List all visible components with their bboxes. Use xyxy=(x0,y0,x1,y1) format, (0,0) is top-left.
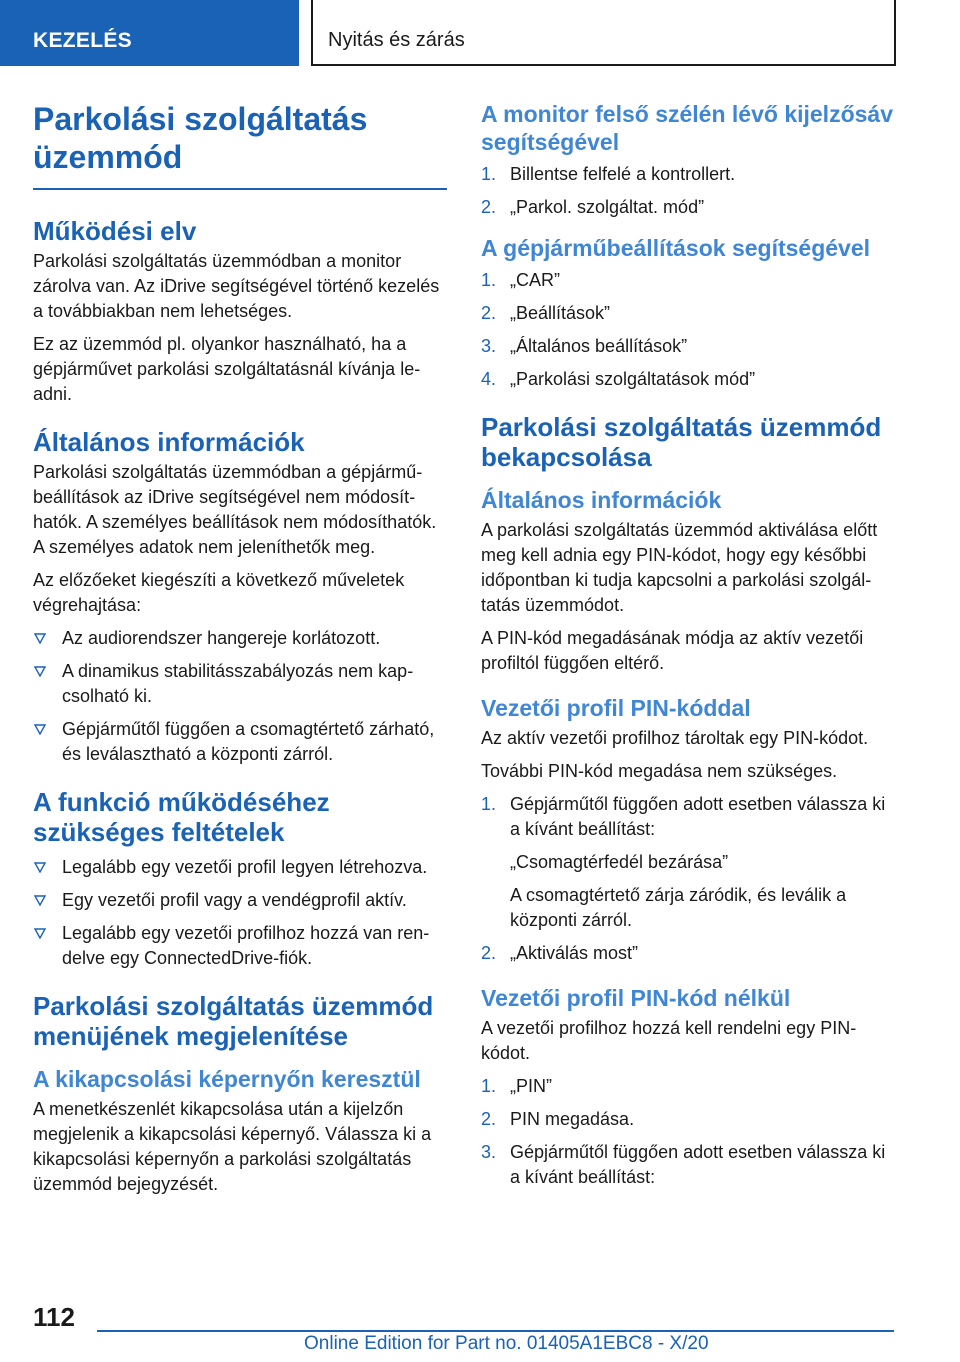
list-item xyxy=(33,855,447,880)
triangle-bullet-icon xyxy=(34,666,46,677)
title-divider xyxy=(33,188,447,190)
subheading-altalanos-informaciok: Általános információk xyxy=(481,487,722,513)
step-text: „Általános beállítások” xyxy=(510,336,688,356)
step-note: A csomagtértető zárja záródik, és leválik a központi zárról. xyxy=(510,885,847,930)
paragraph: Az előzőeket kiegészíti a következő műveletek végrehajtása: xyxy=(33,570,405,615)
step-number: 2. xyxy=(481,1109,497,1129)
step-number: 3. xyxy=(481,1142,497,1162)
step-text: Gépjárműtől függően adott esetben válassza ki a kívánt beállítást: xyxy=(510,1142,886,1187)
subheading-pin-kod-nelkul: Vezetői profil PIN-kód nélkül xyxy=(481,985,791,1011)
step-number: 4. xyxy=(481,369,497,389)
step-text: „Parkol. szolgáltat. mód” xyxy=(510,197,705,217)
footer-divider xyxy=(97,1330,894,1332)
step-item xyxy=(481,941,895,966)
list-item xyxy=(33,626,447,651)
step-number: 1. xyxy=(481,164,497,184)
list-item-text: Egy vezetői profil vagy a vendégprofil aktív. xyxy=(62,890,407,910)
step-text: „Aktiválás most” xyxy=(510,943,639,963)
list-item-text: Az audiorendszer hangereje korlátozott. xyxy=(62,628,381,648)
heading-altalanos-informaciok: Általános információk xyxy=(33,427,305,457)
step-text: PIN megadása. xyxy=(510,1109,635,1129)
step-list xyxy=(481,162,895,220)
chapter-label: Nyitás és zárás xyxy=(328,29,465,51)
step-item xyxy=(481,195,895,220)
chapter-tab xyxy=(311,0,896,66)
paragraph: A parkolási szolgáltatás üzemmód aktiválása előtt meg kell adnia egy PIN-kódot, hogy egy későbbi időpontban ki tudja kapcsolni a parkolási szolgáltatás üzemmódot. xyxy=(481,520,878,615)
list-item xyxy=(33,659,447,709)
step-text: „CAR” xyxy=(510,270,560,290)
step-text: „Beállítások” xyxy=(510,303,611,323)
step-list xyxy=(481,1074,895,1190)
step-list xyxy=(481,792,895,966)
page-title: Parkolási szolgáltatás üzemmód xyxy=(33,101,368,175)
triangle-bullet-icon xyxy=(34,633,46,644)
triangle-bullet-icon xyxy=(34,895,46,906)
subheading-pin-koddal: Vezetői profil PIN-kóddal xyxy=(481,695,751,721)
step-text: „Parkolási szolgáltatások mód” xyxy=(510,369,756,389)
triangle-bullet-icon xyxy=(34,928,46,939)
paragraph: Parkolási szolgáltatás üzemmódban a monitor zárolva van. Az iDrive segítségével történő kezelés a továbbiakban nem lehetséges. xyxy=(33,251,440,321)
subheading-gepjarmubeallitasok: A gépjárműbeállítások segítségével xyxy=(481,235,871,261)
paragraph: A PIN-kód megadásának módja az aktív vezetői profiltól függően eltérő. xyxy=(481,628,864,673)
left-column xyxy=(33,100,447,1205)
right-column xyxy=(481,100,895,1198)
section-tab xyxy=(0,0,299,66)
step-option: „Csomagtérfedél bezárása” xyxy=(510,852,729,872)
list-item-text: Legalább egy vezetői profil legyen létrehozva. xyxy=(62,857,428,877)
edition-text: Online Edition for Part no. 01405A1EBC8 - X/20 xyxy=(304,1333,709,1354)
step-item xyxy=(481,268,895,293)
page-header xyxy=(0,0,960,66)
step-item xyxy=(481,1107,895,1132)
heading-feltetelek: A funkció működéséhez szükséges feltételek xyxy=(33,787,330,847)
step-number: 2. xyxy=(481,943,497,963)
paragraph: A menetkészenlét kikapcsolása után a kijelzőn megjelenik a kikapcsolási képernyő. Válassza ki a kikapcsolási képernyőn a parkolási szolgáltatás üzemmód bejegyzését. xyxy=(33,1099,432,1194)
heading-mukodesi-elv: Működési elv xyxy=(33,216,197,246)
heading-menu-megjelenitese: Parkolási szolgáltatás üzemmód menüjének megjelenítése xyxy=(33,991,434,1051)
step-item xyxy=(481,1074,895,1099)
step-item xyxy=(481,1140,895,1190)
list-item-text: Legalább egy vezetői profilhoz hozzá van rendelve egy ConnectedDrive-fiók. xyxy=(62,923,430,968)
page-number: 112 xyxy=(33,1302,75,1332)
bullet-list xyxy=(33,626,447,767)
triangle-bullet-icon xyxy=(34,724,46,735)
step-list xyxy=(481,268,895,392)
paragraph: Ez az üzemmód pl. olyankor használható, ha a gépjárművet parkolási szolgáltatásnál kívánja leadni. xyxy=(33,334,421,404)
subheading-kikapcsolasi-kepernyo: A kikapcsolási képernyőn keresztül xyxy=(33,1066,421,1092)
step-number: 1. xyxy=(481,1076,497,1096)
heading-bekapcsolasa: Parkolási szolgáltatás üzemmód bekapcsolása xyxy=(481,412,882,472)
step-number: 2. xyxy=(481,197,497,217)
paragraph: Parkolási szolgáltatás üzemmódban a gépjárműbeállítások az iDrive segítségével nem módosíthatók. A személyes beállítások nem módosíthatók. A személyes adatok nem jeleníthetők meg. xyxy=(33,462,437,557)
step-text: „PIN” xyxy=(510,1076,552,1096)
step-text: Billentse felfelé a kontrollert. xyxy=(510,164,736,184)
step-number: 1. xyxy=(481,794,497,814)
triangle-bullet-icon xyxy=(34,862,46,873)
list-item xyxy=(33,717,447,767)
step-item xyxy=(481,301,895,326)
step-item xyxy=(481,334,895,359)
step-item xyxy=(481,792,895,933)
step-item xyxy=(481,367,895,392)
step-item xyxy=(481,162,895,187)
subheading-kijelzosav: A monitor felső szélén lévő kijelzősáv segítségével xyxy=(481,101,894,155)
step-number: 2. xyxy=(481,303,497,323)
step-number: 3. xyxy=(481,336,497,356)
paragraph: A vezetői profilhoz hozzá kell rendelni egy PIN-kódot. xyxy=(481,1018,857,1063)
list-item xyxy=(33,921,447,971)
step-number: 1. xyxy=(481,270,497,290)
step-text: Gépjárműtől függően adott esetben válassza ki a kívánt beállítást: xyxy=(510,794,886,839)
paragraph: Az aktív vezetői profilhoz tároltak egy PIN-kódot. xyxy=(481,728,869,748)
list-item xyxy=(33,888,447,913)
section-label: KEZELÉS xyxy=(33,29,132,52)
list-item-text: A dinamikus stabilitásszabályozás nem kapcsolható ki. xyxy=(62,661,414,706)
bullet-list xyxy=(33,855,447,971)
paragraph: További PIN-kód megadása nem szükséges. xyxy=(481,761,838,781)
list-item-text: Gépjárműtől függően a csomagtértető zárható, és leválasztható a központi zárról. xyxy=(62,719,435,764)
